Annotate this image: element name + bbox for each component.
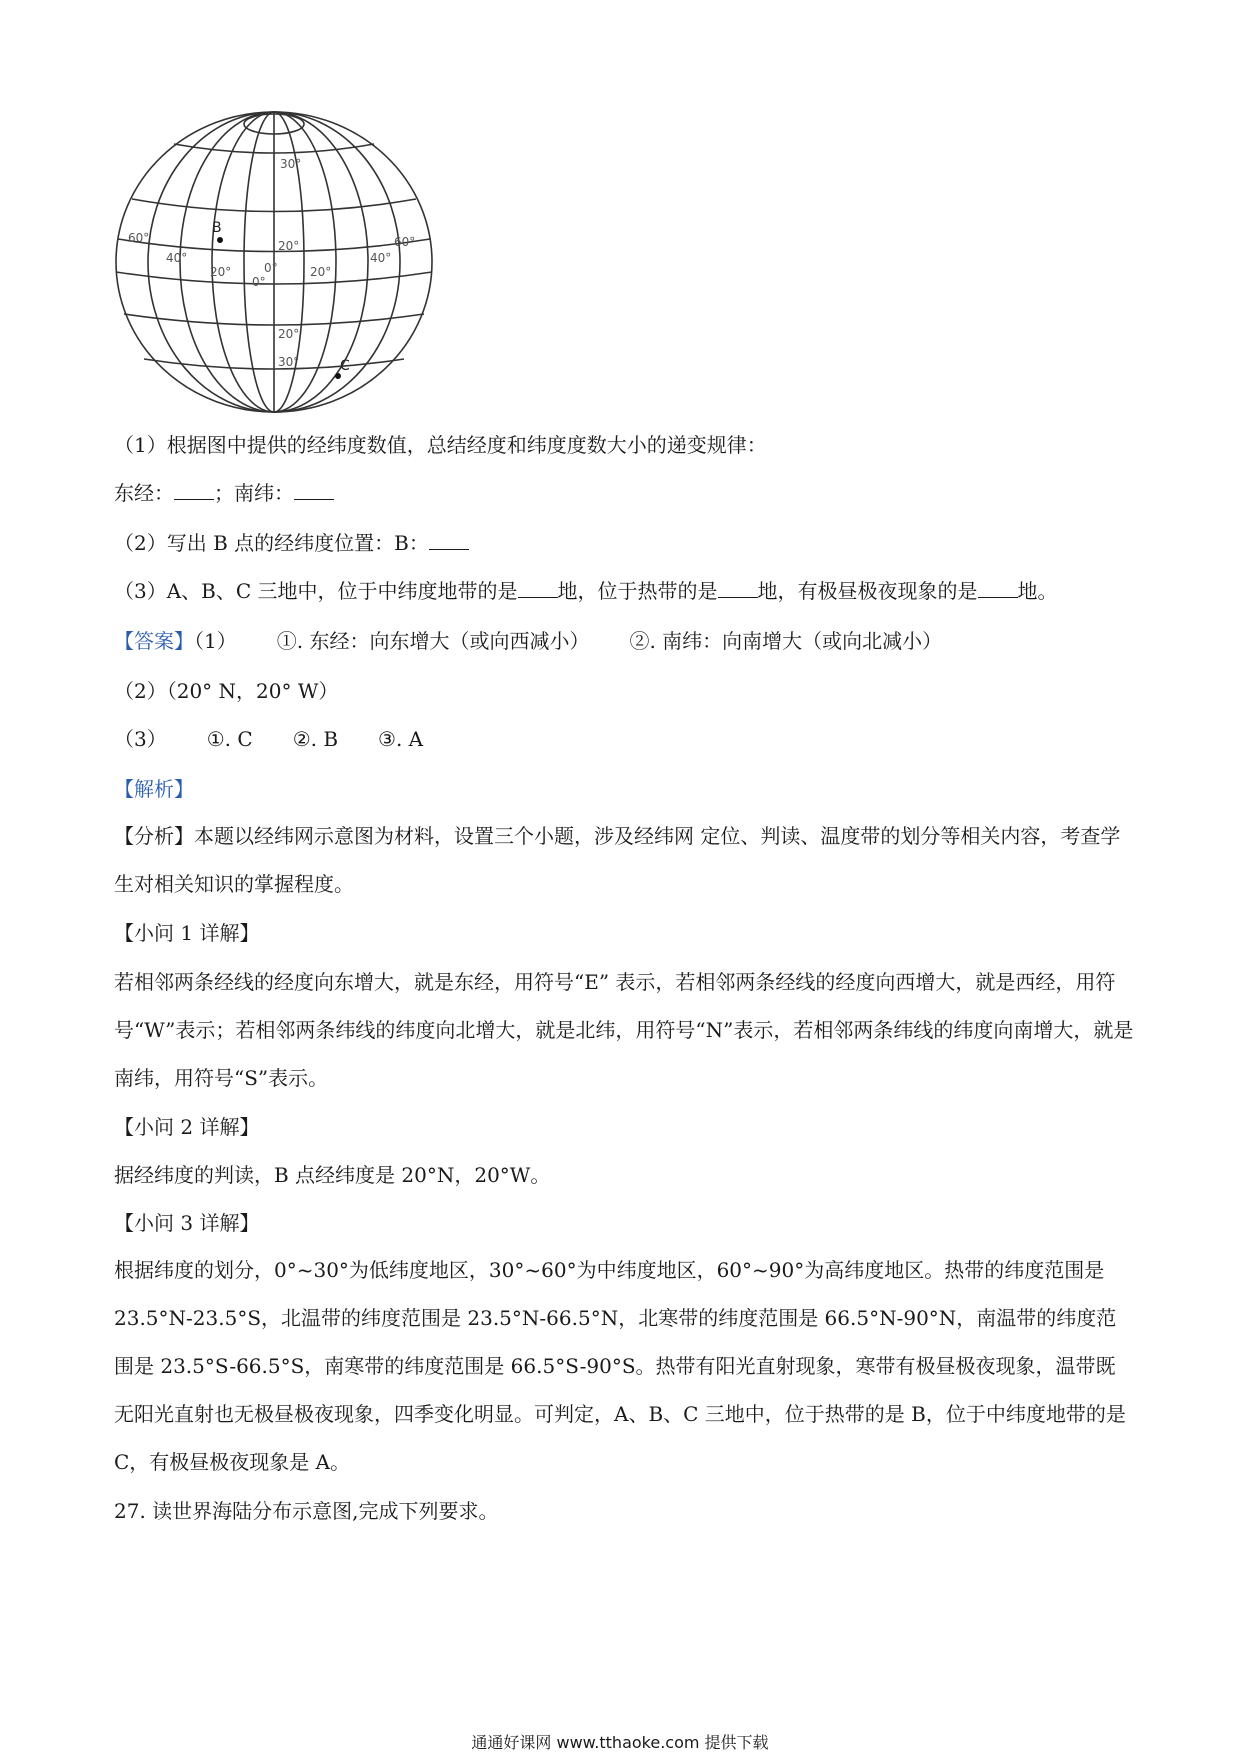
answer-1: 【答案】（1） ①. 东经：向东增大（或向西减小） ②. 南纬：向南增大（或向北减小） [114,629,943,653]
sub-question-3-title: 【小问 3 详解】 [114,1211,260,1235]
lat-label: 20° [278,239,300,253]
analysis-label: 【解析】 [114,777,194,801]
lon-label: 60° [128,231,150,245]
answer-label: 【答案】 [114,629,194,653]
answer-3: （3） ①. C ②. B ③. A [114,727,424,751]
page-footer: 通通好课网 www.tthaoke.com 提供下载 [471,1733,769,1752]
sub-question-2-paragraph: 据经纬度的判读，B 点经纬度是 20°N，20°W。 [114,1163,551,1187]
lon-label: 40° [370,251,392,265]
sub-question-1-paragraph: 若相邻两条经线的经度向东增大，就是东经，用符号“E” 表示，若相邻两条经线的经度向西增大，就是西经，用符号“W”表示；若相邻两条纬线的纬度向北增大，就是北纬，用符号“N”表示，若相邻两条纬线的纬度向南增大，就是南纬，用符号“S”表示。 [114,970,1134,1090]
sub-question-3-paragraph: 根据纬度的划分，0°~30°为低纬度地区，30°~60°为中纬度地区，60°~90°为高纬度地区。热带的纬度范围是 23.5°N-23.5°S，北温带的纬度范围是 23.5°N-66.5°N，北寒带的纬度范围是 66.5°N-90°N，南温带的纬度范围是 23.5°S-66.5°S，南寒带的纬度范围是 66.5°S-90°S。热带有阳光直射现象，寒带有极昼极夜现象，温带既无阳光直射也无极昼极夜现象，四季变化明显。可判定，A、B、C 三地中，位于热带的是 B，位于中纬度地带的是 C，有极昼极夜现象是 A。 [114,1258,1126,1474]
lon-label: 20° [310,265,332,279]
question-3: （3）A、B、C 三地中，位于中纬度地带的是 地，位于热带的是 地，有极昼极夜现象的是 地。 [114,579,1058,603]
question-2: （2）写出 B 点的经纬度位置：B： [114,528,469,558]
answer-2: （2）（20° N，20° W） [114,679,339,703]
sub-question-1-title: 【小问 1 详解】 [114,921,260,945]
lon-label: 0° [252,275,266,289]
question-27: 27. 读世界海陆分布示意图,完成下列要求。 [114,1499,499,1523]
point-b-label: B [212,220,222,236]
lat-label: 30° [278,355,300,369]
analysis-paragraph: 【分析】本题以经纬网示意图为材料，设置三个小题，涉及经纬网 定位、判读、温度带的划分等相关内容，考查学生对相关知识的掌握程度。 [114,824,1121,896]
lon-label: 60° [394,235,416,249]
lon-label: 40° [166,251,188,265]
question-1: （1）根据图中提供的经纬度数值，总结经度和纬度度数大小的递变规律： [114,433,767,457]
lon-label: 20° [210,265,232,279]
lat-label: 0° [264,261,278,275]
question-1-blanks: 东经： ；南纬： [114,478,334,508]
sub-question-2-title: 【小问 2 详解】 [114,1115,260,1139]
point-c-label: C [340,358,350,374]
lat-label: 20° [278,327,300,341]
latitude-longitude-globe-figure [112,104,437,414]
lat-label: 30° [280,157,302,171]
